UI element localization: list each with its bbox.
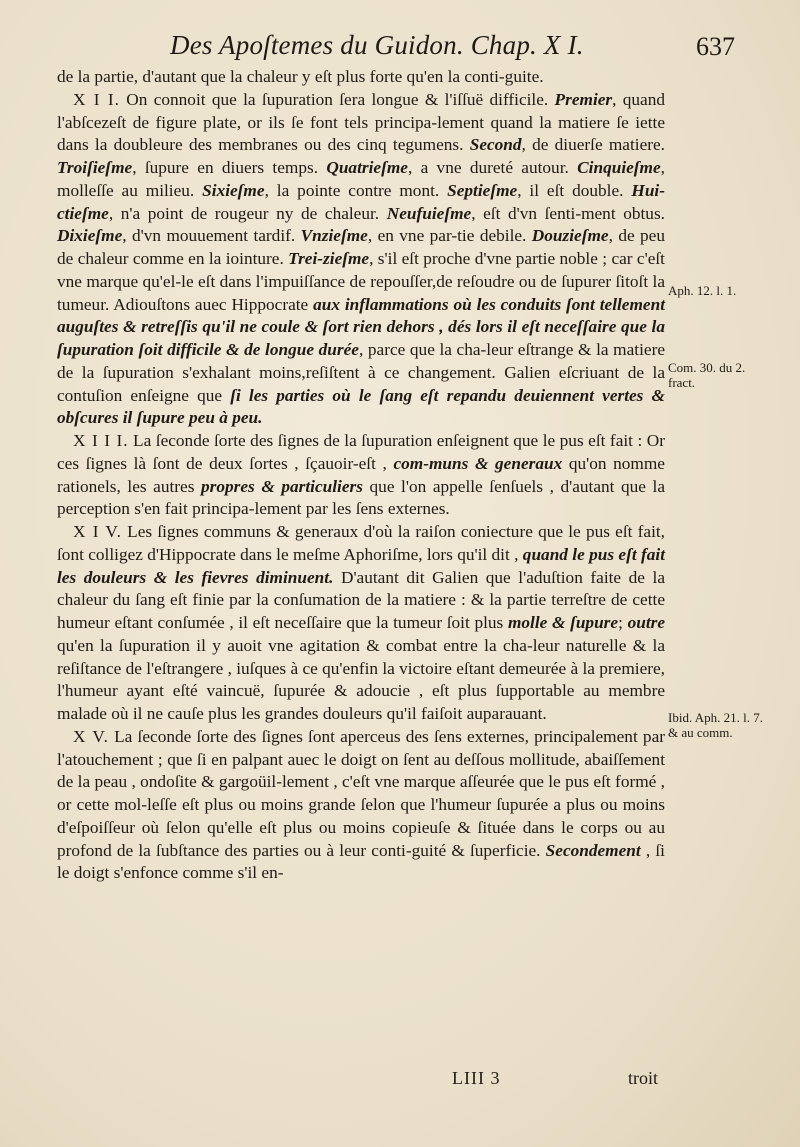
section-number: X I I I.	[73, 431, 129, 450]
margin-note-aph: Aph. 12. l. 1.	[668, 283, 737, 298]
section-number: X I V.	[73, 522, 122, 541]
italic-run: molle & ſupure	[507, 613, 619, 632]
italic-run: Vnzieſme	[300, 226, 368, 246]
italic-run: Dixieſme	[57, 226, 123, 246]
italic-run: Sixieſme	[202, 180, 265, 200]
page-header	[170, 30, 735, 66]
italic-run: Hui-ctieſme	[57, 180, 665, 223]
text-run: , en vne par-tie debile.	[367, 226, 532, 246]
italic-run: outre	[627, 613, 666, 632]
italic-run: Troiſieſme	[57, 158, 133, 177]
text-run: , a vne dureté autour.	[407, 158, 578, 177]
paragraph-continuation	[57, 66, 665, 89]
text-run: Les ſignes communs & generaux d'où la raiſon coniecture que le pus eſt fait, ſont colligez d'Hippocrate dans le meſme Aphoriſme, lors qu'il dit ,	[57, 522, 666, 564]
italic-run: Trei-zieſme	[288, 249, 370, 268]
text-run: , eſt d'vn ſenti-ment obtus.	[471, 203, 665, 223]
text-run: , il eſt double.	[517, 180, 632, 200]
text-run: qu'on nomme rationels, les autres	[57, 453, 665, 496]
text-run: On connoit que la ſupuration ſera longue & l'iſſuë difficile.	[119, 89, 555, 109]
italic-run: Septieſme	[447, 180, 518, 200]
text-run: , n'a point de rougeur ny de chaleur.	[108, 203, 387, 223]
paragraph-xv	[57, 726, 665, 885]
text-run: , de diuerſe matiere.	[521, 135, 665, 155]
catchword: troit	[628, 1068, 658, 1088]
text-run: que l'on appelle ſenſuels , d'autant que la perception s'en fait principa-lement par les ſens externes.	[57, 476, 666, 519]
italic-run: Douzieſme	[531, 226, 609, 246]
text-run: D'autant dit Galien que l'aduſtion faite de la chaleur du ſang eſt finie par la conſumation de la matiere : & la partie terreſtre de cette humeur eſtant conſumée , il eſt neceſſaire que la tumeur ſoit plus	[57, 567, 665, 632]
paragraph-xiii	[57, 430, 665, 521]
text-run: , de peu de chaleur comme en la iointure.	[57, 226, 665, 268]
italic-run: Premier	[554, 89, 613, 109]
text-run: La ſeconde ſorte des ſignes ſont aperceus des ſens externes, principalement par l'atouchement ; que ſi en palpant auec le doigt on ſent au deſſous mollitude, abaiſſement de la peau , ondoſite & gargoüil-lement , c'eſt vne marque aſſeurée que le pus eſt formé , or cette mol-leſſe eſt plus ou moins grande ſelon que l'humeur ſupurée a plus ou moins d'eſpoiſſeur où ſelon qu'elle eſt plus ou moins copieuſe & ſituée dans le corps ou au profond de la ſubſtance des parties ou à leur conti-guité & ſuperficie.	[57, 726, 665, 860]
text-run: , parce que la cha-leur eſtrange & la matiere de la ſupuration s'exhalant moins,reſiſtent à ce changement. Galien eſcriuant de la contuſion enſeigne que	[57, 340, 665, 405]
text-run: La ſeconde ſorte des ſignes de la ſupuration enſeignent que le pus eſt fait : Or ces ſignes là ſont de deux ſortes , ſçauoir-eſt ,	[57, 431, 665, 473]
paragraph-xii	[57, 89, 665, 430]
text-run: de la partie, d'autant que la chaleur y eſt plus forte qu'en la conti-guite.	[57, 67, 544, 86]
italic-run: Neufuieſme	[386, 203, 472, 223]
margin-note-ibid: Ibid. Aph. 21. l. 7. & au comm.	[668, 710, 763, 740]
italic-run: Quatrieſme	[326, 158, 408, 177]
paragraph-xiv	[57, 521, 665, 726]
running-title: Des Apoſtemes du Guidon. Chap. X I.	[170, 30, 584, 60]
text-run: ;	[618, 613, 628, 632]
text-run: , d'vn mouuement tardif.	[122, 226, 301, 246]
italic-run: propres & particuliers	[201, 476, 363, 496]
page-number: 637	[696, 32, 735, 61]
italic-run: Cinquieſme	[577, 158, 661, 177]
italic-run: Second	[469, 135, 522, 155]
section-number: X V.	[73, 726, 109, 746]
italic-run: quand le pus eſt fait les douleurs & les fievres diminuent.	[57, 544, 665, 587]
text-run: , ſupure en diuers temps.	[132, 158, 327, 177]
text-run: , s'il eſt proche d'vne partie noble ; car c'eſt vne marque qu'el-le eſt dans l'impuiſſance de repouſſer,de reſoudre ou de ſupurer ſitoſt la tumeur. Adiouſtons auec Hippocrate	[57, 249, 665, 314]
margin-note-com: Com. 30. du 2. fract.	[668, 360, 746, 390]
signature-mark: LIII 3	[452, 1068, 501, 1088]
text-run: , quand l'abſcezeſt de figure plate, or ils ſe font tels principa-lement quand la matiere ſe iette dans la doubleure des membranes ou des cinq tegumens.	[57, 89, 666, 155]
italic-run: Secondement	[545, 840, 641, 860]
main-text	[57, 66, 665, 885]
text-run: qu'en la ſupuration il y auoit vne agitation & combat entre la cha-leur naturelle & la reſiſtance de l'eſtrangere , iuſques à ce qu'enfin la victoire eſtant demeurée à la premiere, l'humeur ayant eſté vaincuë, ſupurée & adoucie , eſt plus ſupportable au membre malade où il ne cauſe plus les grandes douleurs qu'il faiſoit auparauant.	[57, 635, 665, 723]
italic-run: aux inflammations où les conduits ſont tellement auguſtes & retreſſis qu'il ne coule & ſort rien dehors , dés lors il eſt neceſſaire que la ſupuration ſoit difficile & de longue durée	[57, 294, 665, 359]
text-run: , la pointe contre mont.	[264, 180, 448, 200]
text-run: , molleſſe au milieu.	[57, 158, 665, 200]
text-run: , ſi le doigt s'enfonce comme s'il en-	[57, 840, 665, 883]
italic-run: ſi les parties où le ſang eſt repandu deuiennent vertes & obſcures il ſupure peu à peu.	[57, 385, 665, 428]
section-number: X I I.	[73, 89, 120, 109]
italic-run: com-muns & generaux	[393, 453, 563, 473]
